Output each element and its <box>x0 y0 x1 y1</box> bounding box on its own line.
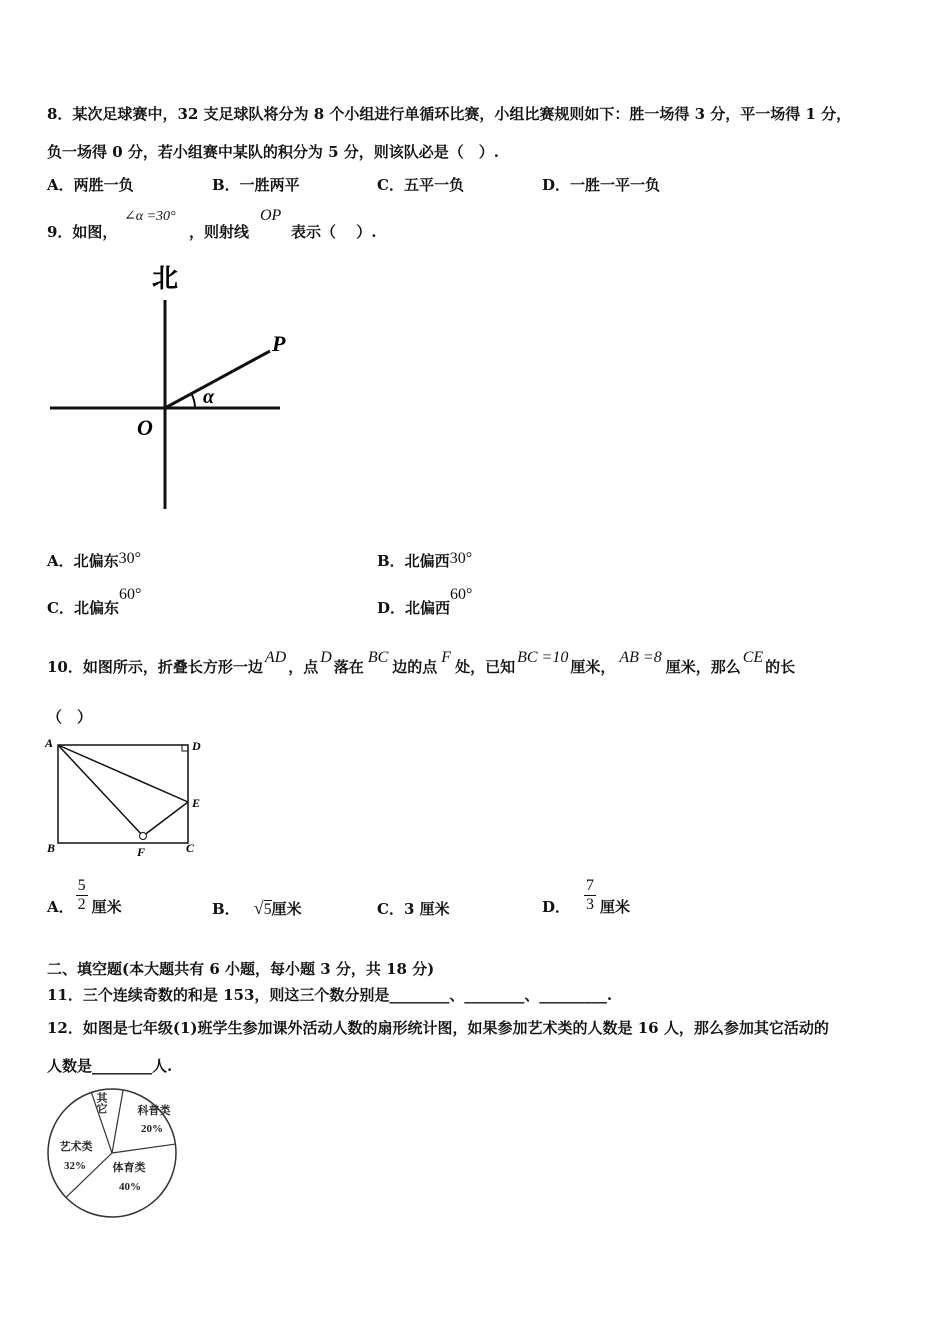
angle-alpha-label: α <box>203 386 215 408</box>
q9-option-b-value: 30° <box>449 550 473 567</box>
point-o-label: O <box>137 415 153 440</box>
q9-angle-expression: ∠α =30° <box>124 209 176 224</box>
slice-percent-sports: 40% <box>119 1181 141 1193</box>
q9-option-d-label: D．北偏西 <box>377 599 451 617</box>
q9-compass-figure <box>40 255 310 517</box>
q10-text-3: 落在 <box>333 658 364 676</box>
q9-option-c-value: 60° <box>118 586 142 603</box>
q10-option-b-unit: 厘米 <box>271 900 302 918</box>
slice-label-science: 科普类 <box>137 1105 171 1117</box>
q10-option-d-denominator: 3 <box>586 896 595 913</box>
q9-option-b-label: B．北偏西 <box>377 552 450 570</box>
q10-rectangle-figure <box>40 732 210 862</box>
q10-text-8: 的长 <box>765 658 796 676</box>
slice-label-arts: 艺术类 <box>59 1141 93 1153</box>
q9-option-b <box>377 550 472 571</box>
right-angle-mark <box>182 745 188 751</box>
q10-text-4: 边的点 <box>392 658 438 676</box>
q10-option-d-label: D． <box>542 898 571 916</box>
q10-math-bc-value: BC =10 <box>517 649 569 666</box>
q11-text: 11．三个连续奇数的和是 153，则这三个数分别是________、________、_________. <box>47 986 613 1004</box>
q10-option-b-label: B． <box>212 900 240 918</box>
section-2-heading: 二、填空题(本大题共有 6 小题，每小题 3 分，共 18 分) <box>47 960 435 978</box>
q10-option-d-unit: 厘米 <box>600 898 631 916</box>
q10-math-d: D <box>320 649 332 666</box>
slice-percent-science: 20% <box>141 1123 163 1135</box>
fold-line-ae <box>58 745 188 802</box>
q8-option-d: D．一胜一平一负 <box>542 176 661 194</box>
q9-option-a-value: 30° <box>118 550 142 567</box>
q9-ray-label: OP <box>260 207 282 224</box>
q10-option-a-label: A． <box>47 898 74 916</box>
q10-text-5: 处，已知 <box>455 658 516 676</box>
q10-option-d-fraction <box>584 877 596 914</box>
q9-option-c <box>47 586 142 618</box>
q10-math-ce: CE <box>742 649 764 666</box>
q8-option-b: B．一胜两平 <box>212 176 300 194</box>
north-label: 北 <box>152 264 179 293</box>
q10-line1 <box>47 649 796 677</box>
q10-text-2: ，点 <box>288 658 319 676</box>
q12-line1: 12．如图是七年级(1)班学生参加课外活动人数的扇形统计图，如果参加艺术类的人数是 16 人，那么参加其它活动的 <box>47 1019 829 1037</box>
pie-slice-divider-1 <box>112 1144 175 1153</box>
q10-option-b-root-sign: √ <box>253 898 264 918</box>
q10-option-a-unit: 厘米 <box>91 898 122 916</box>
q10-option-c: C．3 厘米 <box>377 900 450 918</box>
q10-answer-bracket: （ ） <box>47 708 93 726</box>
point-p-label: P <box>272 331 286 356</box>
q8-option-a: A．两胜一负 <box>47 176 134 194</box>
label-a: A <box>45 736 54 750</box>
label-f: F <box>137 845 146 859</box>
label-e: E <box>192 796 201 810</box>
q10-math-ab-value: AB =8 <box>619 649 662 666</box>
q9-option-a-label: A．北偏东 <box>47 552 119 570</box>
segment-fe <box>143 802 188 836</box>
q8-line1: 8．某次足球赛中，32 支足球队将分为 8 个小组进行单循环比赛，小组比赛规则如下：胜一场得 3 分，平一场得 1 分， <box>47 105 852 123</box>
q10-option-a-fraction <box>76 877 88 914</box>
angle-arc <box>191 393 195 408</box>
q12-pie-chart <box>44 1087 184 1221</box>
point-f-marker <box>140 833 147 840</box>
q10-math-bc: BC <box>367 649 389 666</box>
q12-line2: 人数是________人. <box>47 1057 173 1075</box>
label-c: C <box>186 841 195 855</box>
q10-option-d <box>542 874 630 917</box>
q10-option-d-numerator: 7 <box>586 877 595 894</box>
q8-option-c: C．五平一负 <box>377 176 464 194</box>
label-b: B <box>47 841 56 855</box>
q10-text-7: 厘米，那么 <box>665 658 741 676</box>
q9-prefix: 9．如图， <box>47 223 118 241</box>
q9-suffix: 表示（ ）. <box>291 223 377 241</box>
slice-label-other: 其它 <box>95 1092 107 1114</box>
q10-math-f: F <box>441 649 452 666</box>
q10-option-a-numerator: 5 <box>77 877 86 894</box>
slice-percent-arts: 32% <box>64 1160 86 1172</box>
q10-math-ad: AD <box>264 649 287 666</box>
q10-text-6: 厘米， <box>570 658 616 676</box>
q10-option-b <box>212 898 302 919</box>
q10-option-a <box>47 874 122 917</box>
q10-option-b-radicand: 5 <box>263 901 272 918</box>
q9-option-c-label: C．北偏东 <box>47 599 119 617</box>
slice-label-sports: 体育类 <box>112 1162 146 1174</box>
pie-slice-divider-0 <box>112 1090 123 1153</box>
ray-op <box>165 351 270 408</box>
q10-option-a-denominator: 2 <box>77 896 86 913</box>
q8-line2: 负一场得 0 分，若小组赛中某队的积分为 5 分，则该队必是（ ）. <box>47 143 499 161</box>
q9-option-d-value: 60° <box>450 586 473 603</box>
q10-text-1: 10．如图所示，折叠长方形一边 <box>47 658 263 676</box>
q9-mid-text: ，则射线 <box>189 223 250 241</box>
q9-option-a <box>47 550 141 571</box>
q9-option-d <box>377 586 473 618</box>
segment-af <box>58 745 143 836</box>
label-d: D <box>192 739 201 753</box>
